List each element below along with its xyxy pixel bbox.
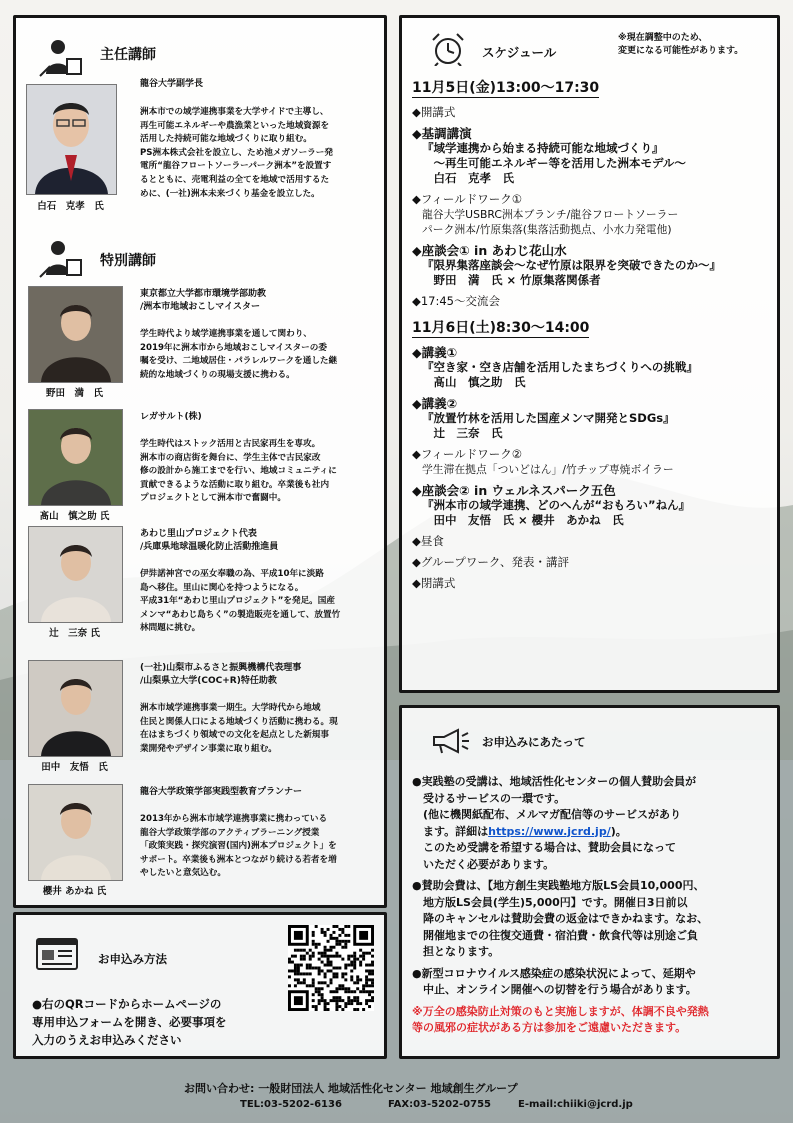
- bio-line: 平成31年“あわじ里山プロジェクト”を発足。国産: [140, 596, 335, 607]
- notes-line: 降のキャンセルは賛助会費の返金はできかねます。なお、: [412, 912, 709, 925]
- instructor-role: [140, 528, 278, 554]
- bio-line: 再生可能エネルギーや農漁業といった地域資源を: [140, 120, 330, 131]
- schedule-detail-line: 『放置竹林を活用した国産メンマ開発とSDGs』: [422, 411, 675, 425]
- instructor-role: [140, 662, 301, 688]
- schedule-item-detail: [412, 207, 772, 237]
- bio-line: 貢献できるような活動に取り組む。卒業後も社内: [140, 479, 330, 490]
- teacher-icon-2: [38, 239, 82, 279]
- notes-link-line: ます。詳細はhttps://www.jcrd.jp/)。: [412, 824, 627, 838]
- application-notes-panel: [399, 705, 780, 1059]
- bio-line: 業開発やデザイン事業に取り組む。: [140, 743, 277, 754]
- contact-email[interactable]: E-mail:chiiki@jcrd.jp: [518, 1099, 633, 1110]
- instructor-bio: [140, 813, 380, 881]
- bio-line: PS洲本株式会社を設立し、ため池メガソーラー発: [140, 147, 333, 158]
- bio-line: 嘱を受け、二地域居住・パラレルワークを通した継: [140, 356, 338, 367]
- schedule-detail-line: 『洲本市の域学連携、どのへんが“おもろい”ねん』: [422, 498, 691, 512]
- role-line: /洲本市地域おこしマイスター: [140, 302, 261, 312]
- notes-line: 受けるサービスの一環です。: [412, 791, 566, 805]
- schedule-item: ◆グループワーク、発表・講評: [412, 555, 569, 569]
- qr-code-graphic: [288, 925, 374, 1011]
- bio-line: やしたいと意気込む。: [140, 868, 226, 879]
- apply-line: 専用申込フォームを開き、必要事項を: [32, 1015, 227, 1029]
- role-line: 龍谷大学政策学部実践型教育プランナー: [140, 787, 303, 797]
- megaphone-icon: [430, 728, 470, 754]
- instructor-photo: [28, 286, 123, 383]
- schedule-item: ◆フィールドワーク①: [412, 192, 523, 206]
- bio-line: 龍谷大学政策学部のアクティブラーニング授業: [140, 827, 320, 838]
- bio-line: 洲本市の商店街を舞台に、学生主体で古民家改: [140, 452, 321, 463]
- bio-line: プロジェクトとして洲本市で奮闘中。: [140, 493, 286, 504]
- notes-line: いただく必要があります。: [412, 857, 555, 871]
- schedule-note-line: ※現在調整中のため、: [618, 33, 708, 43]
- instructor-role: [140, 288, 266, 314]
- shiraishi-photo: [26, 84, 117, 195]
- schedule-item: ◆昼食: [412, 534, 444, 548]
- shiraishi-role: 龍谷大学副学長: [140, 79, 204, 89]
- bio-line: 林問題に挑む。: [140, 623, 201, 634]
- schedule-item: ◆座談会① in あわじ花山水: [412, 243, 567, 258]
- notes-body: [412, 774, 774, 1037]
- schedule-note: [618, 32, 743, 58]
- instructor-bio: [140, 702, 380, 756]
- schedule-note-line: 変更になる可能性があります。: [618, 46, 744, 56]
- warning-line: 等の風邪の症状がある方は参加をご遠慮いただきます。: [412, 1021, 687, 1034]
- schedule-detail-line: ～再生可能エネルギー等を活用した洲本モデル～: [422, 156, 686, 170]
- schedule-item: ◆講義②: [412, 396, 458, 411]
- notes-heading: お申込みにあたって: [482, 735, 586, 749]
- schedule-body: [412, 81, 772, 591]
- notes-line: ●賛助会費は、【地方創生実践塾地方版LS会員10,000円、: [412, 879, 705, 892]
- warning-line: ※万全の感染防止対策のもと実施しますが、体調不良や発熱: [412, 1004, 709, 1018]
- role-line: 東京都立大学都市環境学部助教: [140, 289, 267, 299]
- bio-line: 伊弉諾神宮での巫女奉職の為、平成10年に淡路: [140, 569, 324, 579]
- schedule-detail-line: パーク洲本/竹原集落(集落活動拠点、小水力発電他): [422, 223, 672, 236]
- bio-line: 学生時代はストック活用と古民家再生を専攻。: [140, 439, 321, 449]
- contact-tel: TEL:03-5202-6136: [240, 1099, 342, 1110]
- schedule-detail-line: 髙山 慎之助 氏: [422, 375, 526, 389]
- schedule-item: ◆17:45～交流会: [412, 294, 500, 308]
- apply-line: ●右のQRコードからホームページの: [32, 997, 222, 1011]
- instructor-name: 田中 友悟 氏: [41, 762, 108, 773]
- notes-line: 地方版LS会員(学生)5,000円】です。開催日3日前以: [412, 895, 688, 909]
- schedule-item-detail: [412, 360, 772, 390]
- bio-line: 住民と関係人口による地域づくり活動に携わる。現: [140, 716, 338, 727]
- bio-line: 学生時代より域学連携事業を通して関わり、: [140, 329, 312, 339]
- notes-line: ●新型コロナウイルス感染症の感染状況によって、延期や: [412, 966, 696, 980]
- schedule-detail-line: 龍谷大学USBRC洲本ブランチ/龍谷フロートソーラー: [422, 208, 679, 221]
- teacher-icon: [38, 38, 82, 78]
- instructor-name: 櫻井 あかね 氏: [42, 886, 107, 897]
- notes-line: (他に機関紙配布、メルマガ配信等のサービスがあり: [412, 808, 682, 821]
- bio-line: 島へ移住。里山に関心を持つようになる。: [140, 582, 304, 593]
- day1-date: 11月5日(金)13:00～17:30: [412, 80, 600, 96]
- notes-line: 中止、オンライン開催への切替を行う場合があります。: [412, 983, 697, 996]
- instructor-name: 髙山 慎之助 氏: [39, 511, 110, 522]
- instructor-bio: [140, 438, 380, 506]
- schedule-item: ◆フィールドワーク②: [412, 447, 523, 461]
- bio-line: 洲本市での域学連携事業を大学サイドで主導し、: [140, 107, 329, 117]
- bio-line: るとともに、売電利益の全てを地域で活用するた: [140, 174, 330, 185]
- schedule-detail-line: 学生滞在拠点「ついどはん」/竹チップ専焼ボイラー: [422, 463, 674, 476]
- application-method-panel: [13, 912, 387, 1059]
- notes-line: 担となります。: [412, 945, 500, 958]
- instructor-bio: [140, 568, 380, 636]
- schedule-detail-line: 『空き家・空き店舗を活用したまちづくりへの挑戦』: [422, 360, 698, 374]
- instructors-panel: [13, 15, 387, 908]
- main-instructor-heading: 主任講師: [100, 47, 156, 63]
- bio-line: メンマ“あわじ島ちく”の製造販売を通して、放置竹: [140, 609, 341, 620]
- apply-line: 入力のうえお申込みください: [32, 1033, 182, 1047]
- day2-date: 11月6日(土)8:30～14:00: [412, 320, 590, 336]
- schedule-detail-line: 白石 克孝 氏: [422, 171, 514, 185]
- bio-line: 修の設計から施工までを行い、地域コミュニティに: [140, 466, 337, 477]
- bio-line: 続的な地域づくりの現場支援に携わる。: [140, 369, 295, 380]
- schedule-detail-line: 田中 友悟 氏 × 櫻井 あかね 氏: [422, 513, 624, 527]
- notes-line: ●実践塾の受講は、地域活性化センターの個人賛助会員が: [412, 775, 697, 788]
- instructor-role: [140, 786, 302, 799]
- instructor-name: 辻 三奈 氏: [49, 628, 100, 639]
- role-line: (一社)山梨市ふるさと振興機構代表理事: [140, 663, 302, 673]
- schedule-item-detail: [412, 462, 772, 477]
- notes-membership-text: [412, 774, 774, 824]
- schedule-detail-line: 『限界集落座談会～なぜ竹原は限界を突破できたのか～』: [422, 258, 721, 272]
- notes-fee-text: [412, 878, 774, 961]
- role-line: あわじ里山プロジェクト代表: [140, 529, 257, 539]
- bio-line: 活用した持続可能な地域づくりに取り組む。: [140, 134, 312, 145]
- schedule-heading: スケジュール: [482, 45, 557, 60]
- bio-line: 2019年に洲本市から地域おこしマイスターの委: [140, 342, 327, 353]
- schedule-item: ◆講義①: [412, 345, 458, 360]
- bio-line: サポート。卒業後も洲本とつながり続ける若者を増: [140, 854, 337, 865]
- notes-covid-text: [412, 966, 774, 999]
- role-line: /兵庫県地球温暖化防止活動推進員: [140, 542, 279, 552]
- schedule-item-detail: [412, 498, 772, 528]
- instructor-name: 野田 満 氏: [45, 388, 103, 399]
- bio-line: 2013年から洲本市域学連携事業に携わっている: [140, 814, 328, 824]
- instructor-photo: [28, 784, 123, 881]
- bio-line: 電所“龍谷フロートソーラーパーク洲本”を設置す: [140, 161, 332, 172]
- shiraishi-name: 白石 克孝 氏: [37, 201, 104, 212]
- web-form-icon: [36, 937, 80, 971]
- schedule-item-detail: [412, 258, 772, 288]
- instructor-photo: [28, 409, 123, 506]
- schedule-panel: [399, 15, 780, 693]
- contact-fax: FAX:03-5202-0755: [388, 1099, 492, 1110]
- schedule-item-detail: [412, 411, 772, 441]
- bio-line: めに、(一社)洲本未来づくり基金を設立した。: [140, 188, 320, 199]
- bio-line: 「政策実践・探究演習(国内)洲本プロジェクト」を: [140, 841, 337, 852]
- jcrd-website-link[interactable]: https://www.jcrd.jp/: [488, 824, 611, 838]
- notes-line: 開催地までの往復交通費・宿泊費・飲食代等は別途ご負: [412, 928, 698, 942]
- role-line: レガサルト(株): [140, 412, 202, 422]
- notes-warning-text: [412, 1004, 774, 1037]
- instructor-bio: [140, 328, 380, 382]
- instructor-role: [140, 411, 202, 424]
- alarm-clock-icon: [430, 32, 466, 66]
- apply-heading: お申込み方法: [98, 952, 167, 966]
- schedule-detail-line: 『域学連携から始まる持続可能な地域づくり』: [422, 141, 664, 155]
- notes-membership-required: [412, 840, 774, 873]
- instructor-photo: [28, 526, 123, 623]
- schedule-detail-line: 野田 満 氏 × 竹原集落関係者: [422, 273, 601, 287]
- schedule-item: ◆閉講式: [412, 576, 456, 590]
- instructor-photo: [28, 660, 123, 757]
- role-line: /山梨県立大学(COC+R)特任助教: [140, 676, 277, 686]
- schedule-item-detail: [412, 141, 772, 186]
- bio-line: 洲本市域学連携事業一期生。大学時代から地域: [140, 703, 321, 713]
- schedule-item: ◆開講式: [412, 105, 456, 119]
- schedule-item: ◆基調講演: [412, 126, 472, 141]
- bio-line: 在はまちづくり領域での文化を起点とした新規事: [140, 730, 329, 741]
- contact-info: お問い合わせ: 一般財団法人 地域活性化センター 地域創生グループ: [184, 1082, 518, 1095]
- schedule-item: ◆座談会② in ウェルネスパーク五色: [412, 483, 616, 498]
- schedule-detail-line: 辻 三奈 氏: [422, 426, 503, 440]
- notes-line: このため受講を希望する場合は、賛助会員になって: [412, 841, 676, 854]
- special-instructor-heading: 特別講師: [100, 253, 156, 269]
- shiraishi-bio: [140, 106, 385, 201]
- qr-code[interactable]: [288, 925, 374, 1011]
- apply-instructions: [32, 995, 226, 1049]
